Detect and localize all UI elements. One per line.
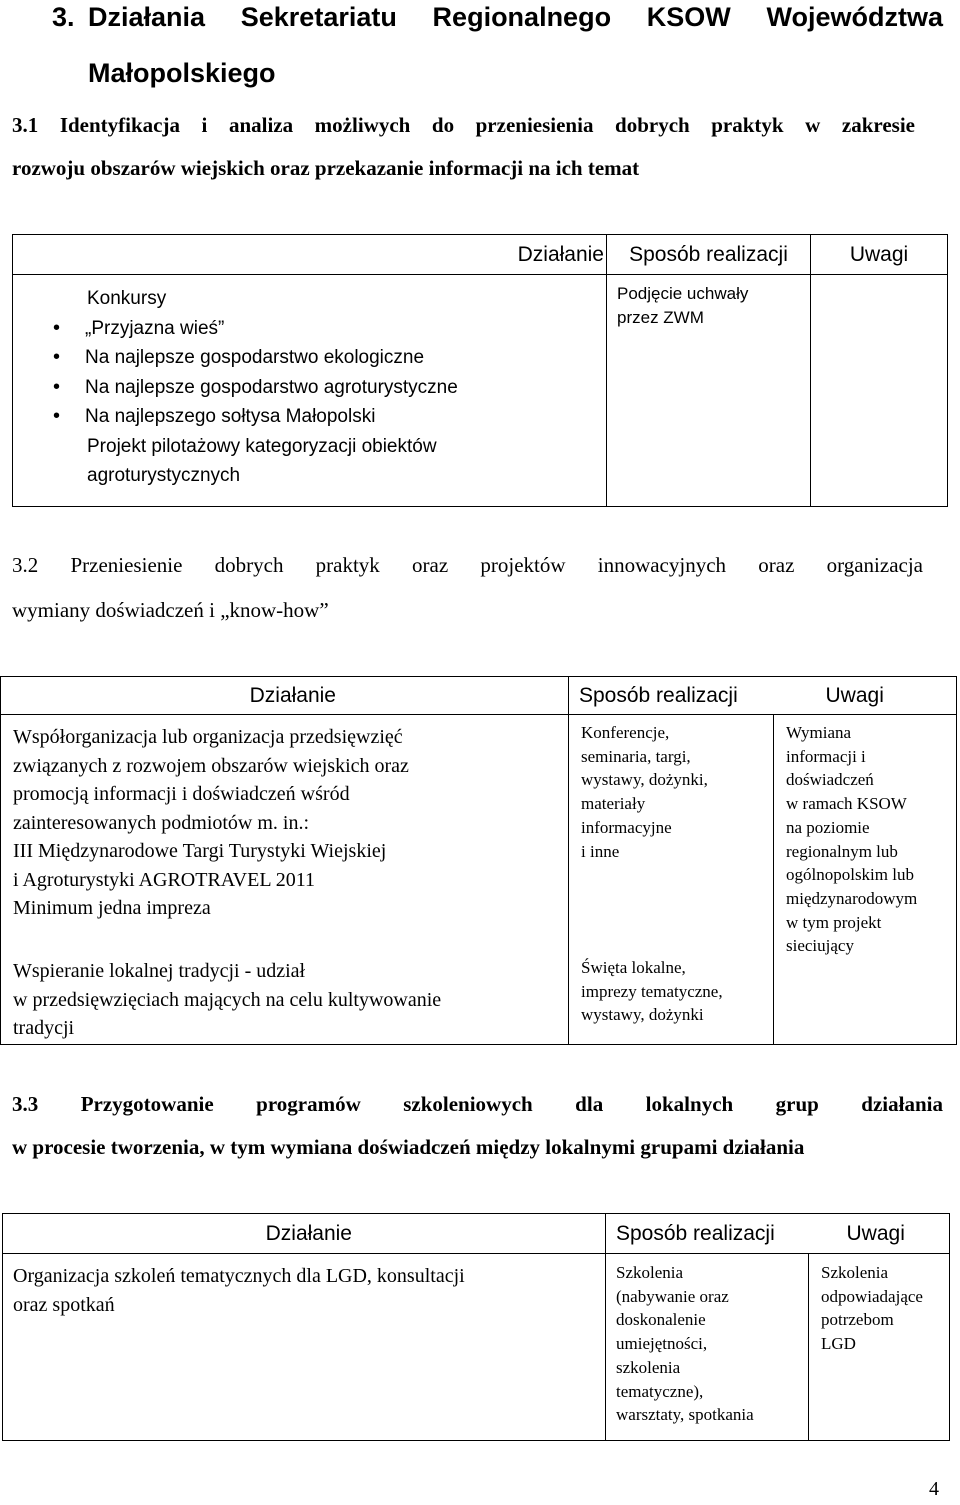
action-line: i Agroturystyki AGROTRAVEL 2011	[13, 868, 316, 891]
method-line: warsztaty, spotkania	[616, 1405, 754, 1425]
action-line: Wspieranie lokalnej tradycji - udział	[13, 960, 306, 982]
method-block-2	[581, 956, 773, 1027]
method-line: doskonalenie	[616, 1310, 706, 1330]
notes-line: na poziomie	[786, 817, 870, 837]
section-3-3-heading-line-1: 3.3 Przygotowanie programów szkoleniowych dla lokalnych grup działania	[12, 1092, 943, 1116]
method-line: Święta lokalne,	[581, 958, 686, 977]
header-notes: Uwagi	[811, 235, 948, 275]
method-cell	[569, 715, 774, 1045]
action-line: zainteresowanych podmiotów m. in.:	[13, 811, 310, 834]
method-line: (nabywanie oraz	[616, 1286, 729, 1306]
method-line: seminaria, targi,	[581, 746, 691, 766]
notes-cell	[774, 715, 957, 1045]
action-cell	[3, 1254, 606, 1441]
notes-line: ogólnopolskim lub	[786, 865, 914, 885]
pilot-project-line-2: agroturystycznych	[87, 465, 241, 486]
action-line: oraz spotkań	[13, 1293, 115, 1316]
section-3-2-heading-line-2: wymiany doświadczeń i „know-how”	[12, 598, 329, 622]
method-line: imprezy tematyczne,	[581, 981, 723, 1001]
notes-line: w tym projekt	[786, 912, 882, 932]
header-method: Sposób realizacji	[606, 1214, 809, 1254]
action-line: III Międzynarodowe Targi Turystyki Wiejskiej	[13, 840, 387, 862]
section-3-number: 3.	[52, 2, 75, 32]
list-item: • Na najlepsze gospodarstwo ekologiczne	[13, 343, 606, 373]
notes-line: doświadczeń	[786, 770, 874, 790]
action-line: tradycji	[13, 1017, 75, 1039]
action-cell	[1, 715, 569, 1045]
notes-line: międzynarodowym	[786, 888, 918, 908]
method-cell	[606, 1254, 809, 1441]
method-line: i inne	[581, 841, 620, 861]
section-3-1-heading-line-1: 3.1 Identyfikacja i analiza możliwych do przeniesienia dobrych praktyk w zakresie	[12, 113, 915, 137]
header-action: Działanie	[13, 235, 607, 275]
notes-line: sieciujący	[786, 936, 854, 956]
section-3-3-heading-line-2: w procesie tworzenia, w tym wymiana doświadczeń między lokalnymi grupami działania	[12, 1135, 805, 1159]
contests-list	[13, 314, 606, 432]
header-action: Działanie	[3, 1214, 606, 1254]
header-notes: Uwagi	[809, 1214, 950, 1254]
list-item: • Na najlepszego sołtysa Małopolski	[13, 402, 606, 432]
list-item: • „Przyjazna wieś”	[13, 314, 606, 344]
notes-line: odpowiadające	[821, 1286, 923, 1306]
method-line: tematyczne),	[616, 1381, 704, 1401]
method-line: Szkolenia	[616, 1263, 684, 1282]
notes-line: LGD	[821, 1334, 856, 1354]
method-line: wystawy, dożynki	[581, 1005, 704, 1025]
section-3-1-table	[12, 234, 948, 507]
contests-intro: Konkursy	[87, 288, 167, 309]
notes-line: informacji i	[786, 746, 866, 766]
notes-cell	[811, 275, 948, 507]
action-line: w przedsięwzięciach mających na celu kultywowanie	[13, 988, 442, 1011]
method-line-1: Podjęcie uchwały	[617, 284, 749, 303]
cooperation-block	[13, 723, 568, 943]
action-line: związanych z rozwojem obszarów wiejskich oraz	[13, 754, 409, 777]
method-line-2: przez ZWM	[617, 308, 704, 327]
section-3-title-line-1: Działania Sekretariatu Regionalnego KSOW Województwa	[88, 2, 943, 32]
section-3-2-heading-line-1: 3.2 Przeniesienie dobrych praktyk oraz projektów innowacyjnych oraz organizacja	[12, 553, 923, 577]
section-3-1-heading-line-2: rozwoju obszarów wiejskich oraz przekazanie informacji na ich temat	[12, 156, 640, 180]
notes-cell	[809, 1254, 950, 1441]
header-action: Działanie	[1, 677, 569, 715]
header-method: Sposób realizacji	[569, 677, 774, 715]
section-3-2-table	[0, 676, 957, 1045]
section-3-3-table	[2, 1213, 950, 1441]
notes-line: regionalnym lub	[786, 841, 898, 861]
action-line: Współorganizacja lub organizacja przedsięwzięć	[13, 726, 403, 748]
method-line: materiały	[581, 794, 646, 814]
action-line: promocją informacji i doświadczeń wśród	[13, 783, 350, 805]
header-method: Sposób realizacji	[607, 235, 811, 275]
method-line: wystawy, dożynki,	[581, 770, 708, 790]
notes-line: Szkolenia	[821, 1263, 889, 1282]
section-3-title-line-2: Małopolskiego	[88, 58, 276, 88]
method-line: umiejętności,	[616, 1334, 708, 1354]
page-number: 4	[929, 1478, 939, 1500]
method-cell	[607, 275, 811, 507]
pilot-project-line-1: Projekt pilotażowy kategoryzacji obiektów	[87, 435, 437, 457]
action-line: Minimum jedna impreza	[13, 897, 211, 919]
header-notes: Uwagi	[774, 677, 957, 715]
list-item: • Na najlepsze gospodarstwo agroturystyczne	[13, 373, 606, 403]
notes-line: w ramach KSOW	[786, 794, 907, 814]
notes-line: potrzebom	[821, 1310, 894, 1330]
action-cell	[13, 275, 607, 507]
method-line: szkolenia	[616, 1357, 681, 1377]
method-block-1	[581, 721, 773, 944]
method-line: informacyjne	[581, 817, 672, 837]
action-line: Organizacja szkoleń tematycznych dla LGD, konsultacji	[13, 1265, 465, 1287]
method-line: Konferencje,	[581, 723, 670, 742]
tradition-block	[13, 957, 568, 1043]
notes-line: Wymiana	[786, 723, 852, 742]
